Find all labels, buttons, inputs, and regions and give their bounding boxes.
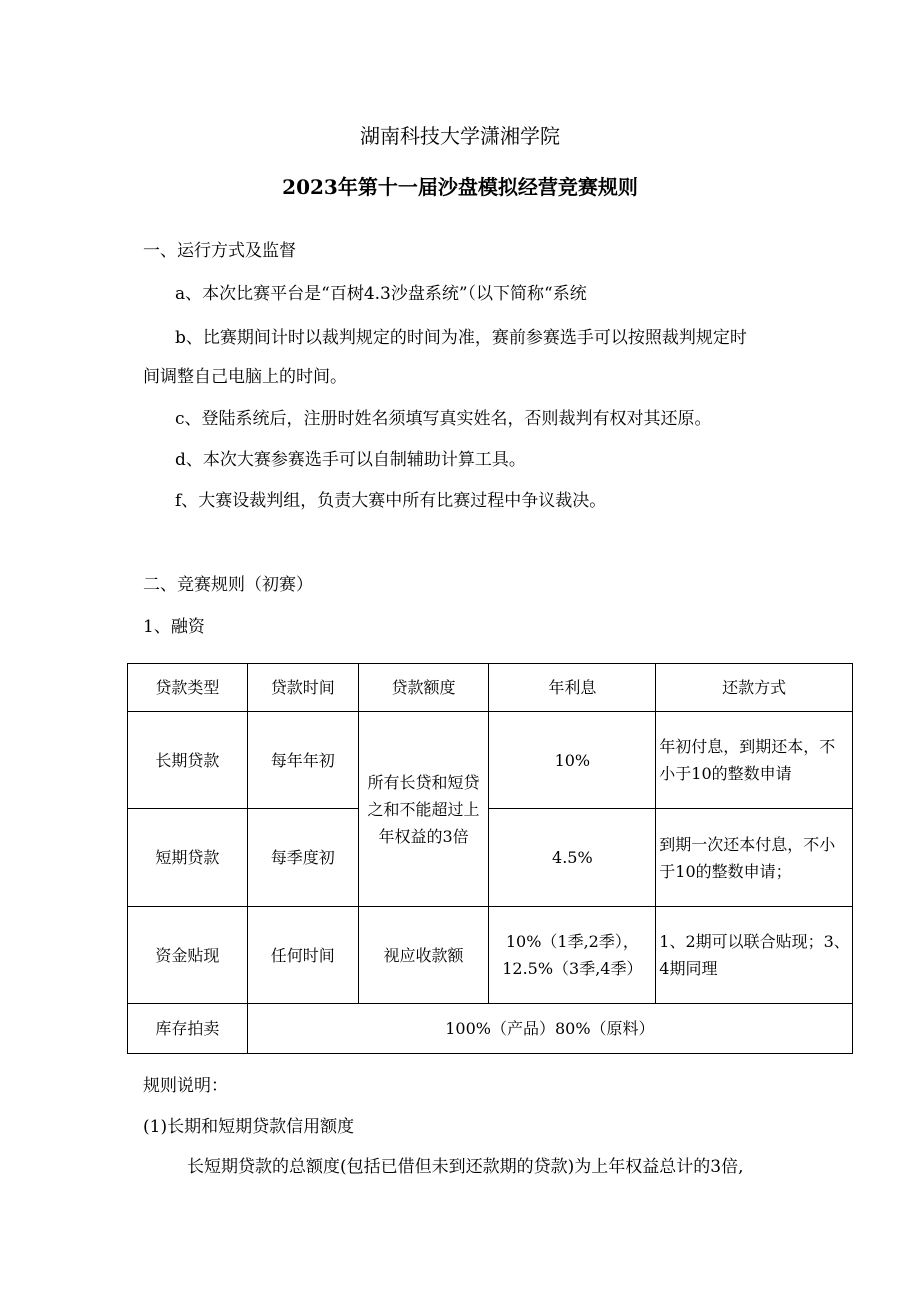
- section2-heading: 二、竞赛规则（初赛）: [143, 575, 313, 595]
- table-row: [128, 907, 853, 1004]
- financing-table: [127, 663, 853, 1054]
- cell-loan-type: 长期贷款: [128, 712, 248, 809]
- header-cell: 贷款类型: [128, 664, 248, 712]
- section1-heading: 一、运行方式及监督: [143, 241, 296, 261]
- cell-loan-quota: 视应收款额: [358, 907, 489, 1004]
- header-cell: 贷款额度: [358, 664, 489, 712]
- cell-auction-value: 100%（产品）80%（原料）: [247, 1004, 852, 1054]
- header-cell: 还款方式: [656, 664, 853, 712]
- table-header-row: [128, 664, 853, 712]
- cell-rate: 10%（1季,2季），12.5%（3季,4季）: [489, 907, 656, 1004]
- rule-a: a、本次比赛平台是“百树4.3沙盘系统”（以下简称“系统: [175, 284, 587, 304]
- rule-f: f、大赛设裁判组，负责大赛中所有比赛过程中争议裁决。: [175, 491, 607, 511]
- cell-loan-time: 每季度初: [247, 809, 358, 907]
- header-cell: 贷款时间: [247, 664, 358, 712]
- table-row: [128, 1004, 853, 1054]
- rule-d: d、本次大赛参赛选手可以自制辅助计算工具。: [175, 450, 526, 470]
- cell-loan-type: 库存拍卖: [128, 1004, 248, 1054]
- cell-repayment: 到期一次还本付息，不小于10的整数申请；: [656, 809, 853, 907]
- cell-loan-quota: 所有长贷和短贷之和不能超过上年权益的3倍: [358, 712, 489, 907]
- document-title: 湖南科技大学潇湘学院: [360, 124, 560, 148]
- header-cell: 年利息: [489, 664, 656, 712]
- note-paragraph-1: 长短期贷款的总额度(包括已借但未到还款期的贷款)为上年权益总计的3倍,: [187, 1157, 744, 1177]
- rule-b-line2: 间调整自己电脑上的时间。: [143, 367, 347, 387]
- cell-rate: 10%: [489, 712, 656, 809]
- cell-repayment: 年初付息，到期还本，不小于10的整数申请: [656, 712, 853, 809]
- rule-c: c、登陆系统后，注册时姓名须填写真实姓名，否则裁判有权对其还原。: [175, 409, 712, 429]
- cell-loan-time: 任何时间: [247, 907, 358, 1004]
- cell-loan-type: 短期贷款: [128, 809, 248, 907]
- notes-heading: 规则说明：: [143, 1076, 228, 1096]
- table-row: [128, 809, 853, 907]
- cell-loan-type: 资金贴现: [128, 907, 248, 1004]
- document-subtitle: 2023年第十一届沙盘模拟经营竞赛规则: [282, 175, 638, 199]
- rule-b-line1: b、比赛期间计时以裁判规定的时间为准，赛前参赛选手可以按照裁判规定时: [175, 328, 747, 348]
- cell-rate: 4.5%: [489, 809, 656, 907]
- table-row: [128, 712, 853, 809]
- cell-loan-time: 每年年初: [247, 712, 358, 809]
- subsection-financing: 1、融资: [143, 617, 205, 637]
- cell-repayment: 1、2期可以联合贴现；3、4期同理: [656, 907, 853, 1004]
- note-item-1: (1)长期和短期贷款信用额度: [143, 1117, 355, 1137]
